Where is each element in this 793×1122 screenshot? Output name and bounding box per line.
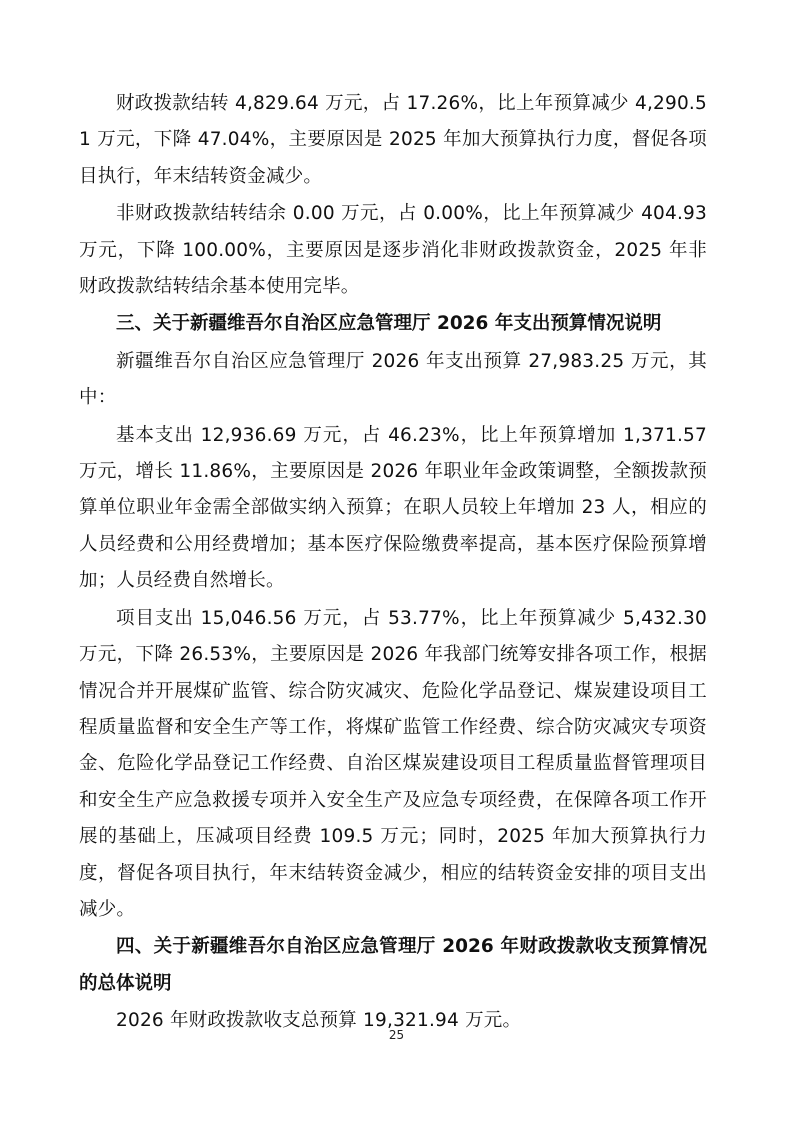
paragraph-basic-expenditure: 基本支出 12,936.69 万元，占 46.23%，比上年预算增加 1,371.57 万元，增长 11.86%，主要原因是 2026 年职业年金政策调整，全额拨款预算单位职业年金需全部做实纳入预算；在职人员较上年增加 23 人，相应的人员经费和公用经费增加；基本医疗保险缴费率提高，基本医疗保险预算增加；人员经费自然增长。	[79, 424, 707, 592]
paragraph-fiscal-carryover: 财政拨款结转 4,829.64 万元，占 17.26%，比上年预算减少 4,290.51 万元，下降 47.04%，主要原因是 2025 年加大预算执行力度，督促各项目执行，年末结转资金减少。	[79, 93, 707, 187]
paragraph-project-expenditure: 项目支出 15,046.56 万元，占 53.77%，比上年预算减少 5,432.30 万元，下降 26.53%，主要原因是 2026 年我部门统筹安排各项工作，根据情况合并开展煤矿监管、综合防灾减灾、危险化学品登记、煤炭建设项目工程质量监督和安全生产等工作，将煤矿监管工作经费、综合防灾减灾专项资金、危险化学品登记工作经费、自治区煤炭建设项目工程质量监督管理项目和安全生产应急救援专项并入安全生产及应急专项经费，在保障各项工作开展的基础上，压减项目经费 109.5 万元；同时，2025 年加大预算执行力度，督促各项目执行，年末结转资金减少，相应的结转资金安排的项目支出减少。	[79, 607, 707, 920]
document-body	[79, 86, 707, 1041]
section-heading-expenditure: 三、关于新疆维吾尔自治区应急管理厅 2026 年支出预算情况说明	[116, 313, 662, 335]
paragraph-total-expenditure: 新疆维吾尔自治区应急管理厅 2026 年支出预算 27,983.25 万元，其中：	[79, 350, 707, 409]
paragraph-fiscal-total: 2026 年财政拨款收支总预算 19,321.94 万元。	[116, 1010, 522, 1032]
paragraph-nonfiscal-carryover: 非财政拨款结转结余 0.00 万元，占 0.00%，比上年预算减少 404.93 万元，下降 100.00%，主要原因是逐步消化非财政拨款资金，2025 年非财政拨款结转结余基本使用完毕。	[79, 203, 707, 298]
section-heading-fiscal-budget: 四、关于新疆维吾尔自治区应急管理厅 2026 年财政拨款收支预算情况的总体说明	[79, 936, 707, 994]
page-number: 25	[388, 1028, 405, 1042]
